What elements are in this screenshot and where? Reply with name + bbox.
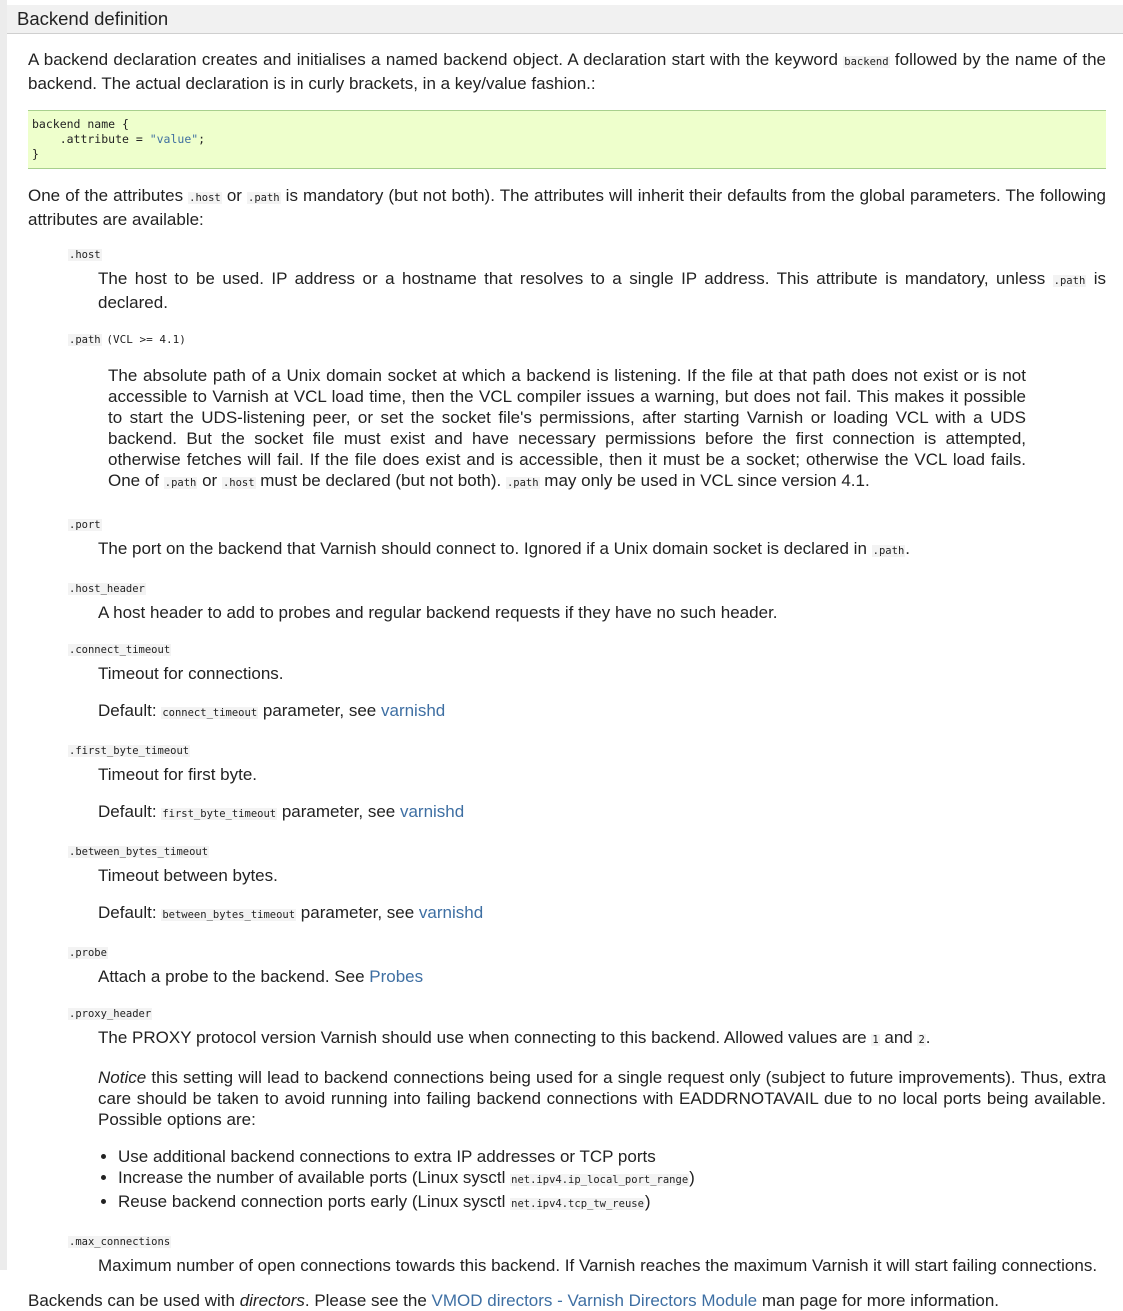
attr-host-desc (98, 268, 1106, 313)
vmod-directors-link[interactable]: VMOD directors - Varnish Directors Module (431, 1291, 758, 1310)
text: ) (689, 1168, 695, 1187)
inline-code: .first_byte_timeout (69, 745, 190, 757)
text: The PROXY protocol version Varnish should use when connecting to this backend. Allowed values are (98, 1028, 872, 1047)
attr-port-term (68, 514, 1106, 534)
version-note: (VCL >= 4.1) (106, 333, 186, 346)
attr-max-connections-desc: Maximum number of open connections towards this backend. If Varnish reaches the maximum Varnish it will start failing connections. (98, 1256, 1098, 1275)
inline-code: .path (872, 545, 905, 557)
inline-code: .proxy_header (69, 1008, 152, 1020)
text: The absolute path of a Unix domain socket at which a backend is listening. If the file at that path does not exist or is not accessible to Varnish at VCL load time, then the VCL compiler issues a warning, but does not fail. This makes it possible to start the UDS-listening peer, or set the socket file's permissions, after starting Varnish or loading VCL with a UDS backend. But the socket file must exist and have necessary permissions before the first connection is attempted, otherwise fetches will fail. If the file does exist and is accessible, then it must be a socket; otherwise the VCL load fails. One of (108, 366, 1026, 490)
text: parameter, see (296, 903, 419, 922)
inline-code: .host (222, 477, 255, 489)
section-title: Backend definition (7, 5, 1123, 34)
default-line (98, 801, 1106, 825)
inline-code: connect_timeout (162, 707, 258, 719)
attr-proxy-header-term (68, 1003, 1106, 1023)
code-string: "value" (149, 132, 199, 146)
inline-code: .path (164, 477, 197, 489)
attr-connect-timeout-term (68, 639, 1106, 659)
text: The port on the backend that Varnish should connect to. Ignored if a Unix domain socket is declared in (98, 539, 872, 558)
inline-code: .probe (69, 947, 107, 959)
text: Backends can be used with (28, 1291, 240, 1310)
inline-code: .host (69, 249, 101, 261)
text: or (197, 471, 222, 490)
inline-code: .connect_timeout (69, 644, 171, 656)
varnishd-link[interactable]: varnishd (380, 701, 446, 720)
inline-code: .path (1053, 275, 1086, 287)
text: . Please see the (304, 1291, 432, 1310)
code-text: ; (198, 132, 206, 146)
default-line (98, 902, 1106, 926)
inline-code: between_bytes_timeout (162, 909, 296, 921)
attr-desc: Timeout for first byte. (98, 765, 258, 784)
text: is declared. (98, 269, 1106, 312)
inline-code: .between_bytes_timeout (69, 846, 209, 858)
attr-host-term (68, 244, 1106, 264)
text: One of the attributes (28, 186, 189, 205)
text: man page for more information. (757, 1291, 1000, 1310)
inline-code: .host_header (69, 583, 145, 595)
emphasis: Notice (98, 1068, 147, 1087)
attr-port-desc (98, 538, 1106, 562)
text: . (905, 539, 910, 558)
varnishd-link[interactable]: varnishd (399, 802, 465, 821)
text: may only be used in VCL since version 4.1. (539, 471, 870, 490)
default-line (98, 700, 1106, 724)
text: The host to be used. IP address or a hostname that resolves to a single IP address. This attribute is mandatory, unless (98, 269, 1053, 288)
code-block (28, 110, 1106, 169)
text: Default: (98, 903, 162, 922)
text: Default: (98, 701, 162, 720)
intro-paragraph (28, 49, 1106, 94)
text: parameter, see (277, 802, 400, 821)
text: Default: (98, 802, 162, 821)
list-item (118, 1146, 1106, 1167)
footer-paragraph (28, 1290, 1106, 1311)
text: is mandatory (but not both). The attributes will inherit their defaults from the global parameters. The following attributes are available: (28, 186, 1107, 229)
attr-max-connections-term (68, 1231, 1106, 1251)
attr-first-byte-timeout-term (68, 740, 1106, 760)
code-line: } (32, 147, 39, 161)
text: must be declared (but not both). (255, 471, 506, 490)
attr-probe-term (68, 942, 1106, 962)
text: Reuse backend connection ports early (Linux sysctl (118, 1192, 511, 1211)
attribute-list (28, 244, 1106, 1276)
attributes-paragraph (28, 185, 1106, 230)
attr-proxy-header-desc (98, 1027, 1106, 1051)
probes-link[interactable]: Probes (369, 967, 424, 986)
attr-path-desc (108, 365, 1026, 494)
inline-code: .path (506, 477, 539, 489)
text: A backend declaration creates and initialises a named backend object. A declaration start with the keyword (28, 50, 844, 69)
attr-desc: Timeout for connections. (98, 664, 284, 683)
attr-desc: Timeout between bytes. (98, 866, 278, 885)
attr-path-term (68, 329, 1106, 349)
list-item (118, 1191, 1106, 1215)
inline-code: .port (69, 519, 101, 531)
inline-code: .max_connections (69, 1236, 171, 1248)
text: or (221, 186, 247, 205)
attr-host-header-term (68, 578, 1106, 598)
left-gutter (0, 0, 7, 1270)
attr-host-header-desc: A host header to add to probes and regular backend requests if they have no such header. (98, 603, 778, 622)
emphasis: directors (239, 1291, 305, 1310)
code-line: backend name { (32, 117, 129, 131)
inline-code: backend (844, 56, 889, 68)
inline-code: 2 (918, 1034, 925, 1046)
inline-code: net.ipv4.tcp_tw_reuse (511, 1198, 644, 1210)
text: Increase the number of available ports (Linux sysctl (118, 1168, 511, 1187)
inline-code: .path (69, 334, 101, 346)
text: Use additional backend connections to extra IP addresses or TCP ports (118, 1147, 656, 1166)
notice-paragraph (98, 1067, 1106, 1130)
text: followed by the name of the backend. The actual declaration is in curly brackets, in a key/value fashion.: (28, 50, 1106, 93)
inline-code: first_byte_timeout (162, 808, 277, 820)
inline-code: net.ipv4.ip_local_port_range (511, 1174, 689, 1186)
text: and (879, 1028, 918, 1047)
attr-probe-desc (98, 966, 1106, 987)
inline-code: 1 (872, 1034, 879, 1046)
inline-code: .path (248, 192, 280, 204)
inline-code: .host (189, 192, 221, 204)
options-list (98, 1146, 1106, 1215)
section (7, 0, 1123, 1311)
code-line: .attribute = (32, 132, 150, 146)
text: . (925, 1028, 931, 1047)
text: this setting will lead to backend connections being used for a single request only (subject to future improvements). Thus, extra care should be taken to avoid running into failing backend connections with EADDRNOTAVAIL due to no local ports being available. Possible options are: (98, 1068, 1106, 1129)
text: Attach a probe to the backend. See (98, 967, 370, 986)
text: parameter, see (258, 701, 381, 720)
text: ) (644, 1192, 651, 1211)
attr-between-bytes-timeout-term (68, 841, 1106, 861)
varnishd-link[interactable]: varnishd (418, 903, 484, 922)
list-item (118, 1167, 1106, 1191)
